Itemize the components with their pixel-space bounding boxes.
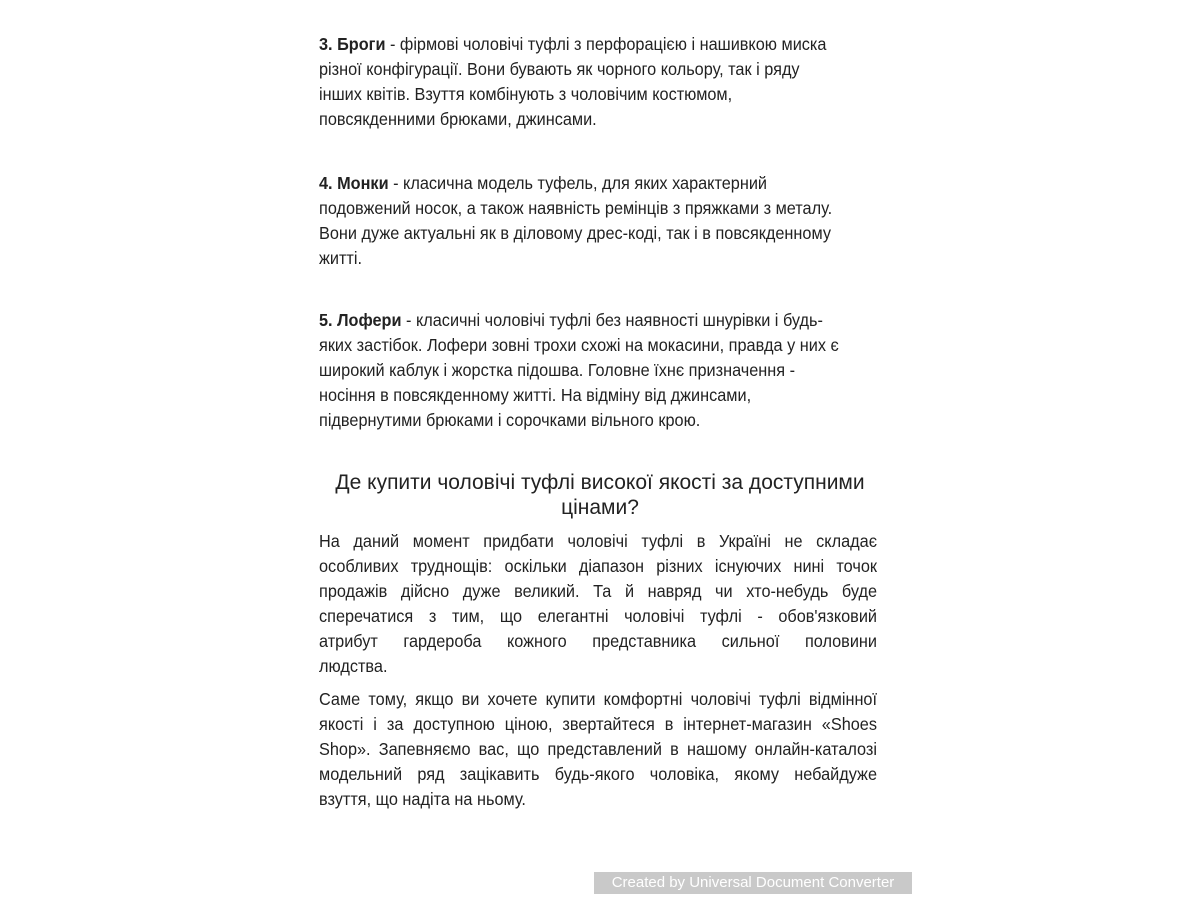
text-line: повсякденними брюками, джинсами. (319, 109, 597, 129)
text-line: інших квітів. Взуття комбінують з чоловічим костюмом, (319, 84, 733, 104)
text-line: продажів дійсно дуже великий. Та й навряд чи хто-небудь буде (319, 581, 877, 601)
text-line: Вони дуже актуальні як в діловому дрес-коді, так і в повсякденному (319, 223, 831, 243)
text-line: 4. Монки - класична модель туфель, для яких характерний (319, 173, 768, 193)
heading-line: Де купити чоловічі туфлі високої якості за доступними (335, 471, 865, 494)
list-item-loafers (319, 308, 877, 433)
text-line: якості і за доступною ціною, звертайтеся в інтернет-магазин «Shoes (319, 714, 877, 734)
item-title: 5. Лофери (319, 310, 402, 330)
item-title: 3. Броги (319, 34, 386, 54)
text-line: особливих труднощів: оскільки діапазон різних існуючих нині точок (319, 556, 877, 576)
heading-line: цінами? (561, 496, 639, 519)
list-item-monks (319, 171, 877, 271)
text-line: На даний момент придбати чоловічі туфлі в Україні не складає (319, 531, 877, 551)
text-line: 5. Лофери - класичні чоловічі туфлі без наявності шнурівки і будь- (319, 310, 823, 330)
text-line: широкий каблук і жорстка підошва. Головне їхнє призначення - (319, 360, 796, 380)
item-title: 4. Монки (319, 173, 389, 193)
text-line: атрибут гардероба кожного представника сильної половини (319, 631, 877, 651)
text-line: носіння в повсякденному житті. На відміну від джинсами, (319, 385, 752, 405)
paragraph-shoes-shop (319, 687, 877, 812)
converter-watermark: Created by Universal Document Converter (594, 872, 912, 894)
text-line: людства. (319, 656, 388, 676)
text-line: 3. Броги - фірмові чоловічі туфлі з перфорацією і нашивкою миска (319, 34, 827, 54)
text-line: житті. (319, 248, 363, 268)
text-line: взуття, що надіта на ньому. (319, 789, 526, 809)
text-line: подовжений носок, а також наявність ремінців з пряжками з металу. (319, 198, 833, 218)
text-line: Саме тому, якщо ви хочете купити комфортні чоловічі туфлі відмінної (319, 689, 877, 709)
text-line: яких застібок. Лофери зовні трохи схожі на мокасини, правда у них є (319, 335, 839, 355)
text-line: сперечатися з тим, що елегантні чоловічі туфлі - обов'язковий (319, 606, 877, 626)
text-line: модельний ряд зацікавить будь-якого чоловіка, якому небайдуже (319, 764, 877, 784)
list-item-brogues (319, 32, 877, 132)
section-heading (300, 470, 900, 520)
text-line: різної конфігурації. Вони бувають як чорного кольору, так і ряду (319, 59, 800, 79)
text-line: Shop». Запевняємо вас, що представлений в нашому онлайн-каталозі (319, 739, 877, 759)
text-line: підвернутими брюками і сорочками вільного крою. (319, 410, 701, 430)
paragraph-where-to-buy (319, 529, 877, 679)
